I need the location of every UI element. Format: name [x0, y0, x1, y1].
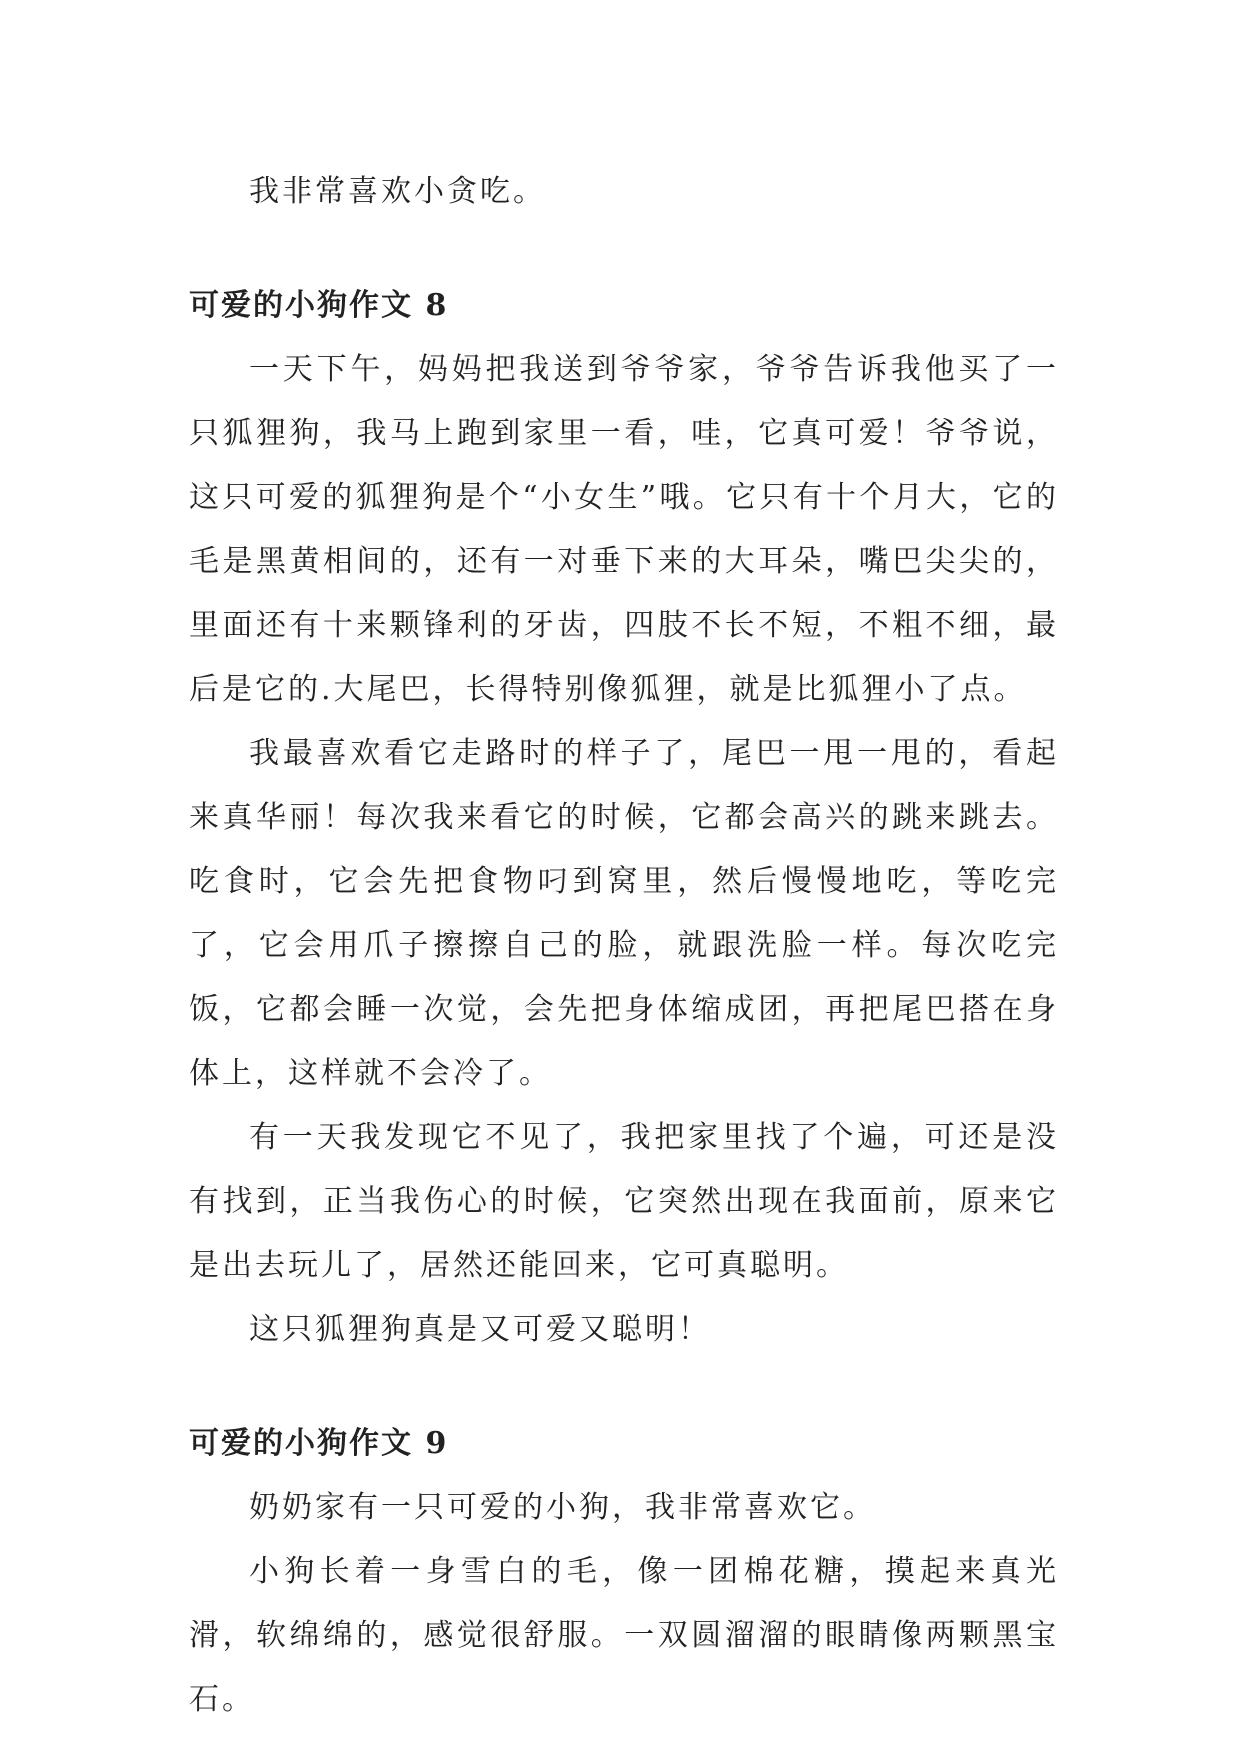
paragraph: 我最喜欢看它走路时的样子了，尾巴一甩一甩的，看起来真华丽！每次我来看它的时候，它都会高兴的跳来跳去。吃食时，它会先把食物叼到窝里，然后慢慢地吃，等吃完了，它会用爪子擦擦自己的脸，就跟洗脸一样。每次吃完饭，它都会睡一次觉，会先把身体缩成团，再把尾巴搭在身体上，这样就不会冷了。	[189, 736, 1059, 1091]
section-heading: 可爱的小狗作文 8	[189, 288, 449, 323]
intro-paragraph: 我非常喜欢小贪吃。	[249, 174, 546, 209]
paragraph: 这只狐狸狗真是又可爱又聪明！	[249, 1312, 711, 1347]
section-heading: 可爱的小狗作文 9	[189, 1426, 449, 1461]
paragraph: 一天下午，妈妈把我送到爷爷家，爷爷告诉我他买了一只狐狸狗，我马上跑到家里一看，哇，它真可爱！爷爷说，这只可爱的狐狸狗是个“小女生”哦。它只有十个月大，它的毛是黑黄相间的，还有一对垂下来的大耳朵，嘴巴尖尖的，里面还有十来颗锋利的牙齿，四肢不长不短，不粗不细，最后是它的.大尾巴，长得特别像狐狸，就是比狐狸小了点。	[189, 352, 1059, 707]
paragraph: 有一天我发现它不见了，我把家里找了个遍，可还是没有找到，正当我伤心的时候，它突然出现在我面前，原来它是出去玩儿了，居然还能回来，它可真聪明。	[189, 1120, 1059, 1283]
paragraph: 奶奶家有一只可爱的小狗，我非常喜欢它。	[249, 1490, 876, 1525]
document-body	[189, 160, 1059, 1732]
paragraph: 小狗长着一身雪白的毛，像一团棉花糖，摸起来真光滑，软绵绵的，感觉很舒服。一双圆溜溜的眼睛像两颗黑宝石。	[189, 1554, 1059, 1717]
